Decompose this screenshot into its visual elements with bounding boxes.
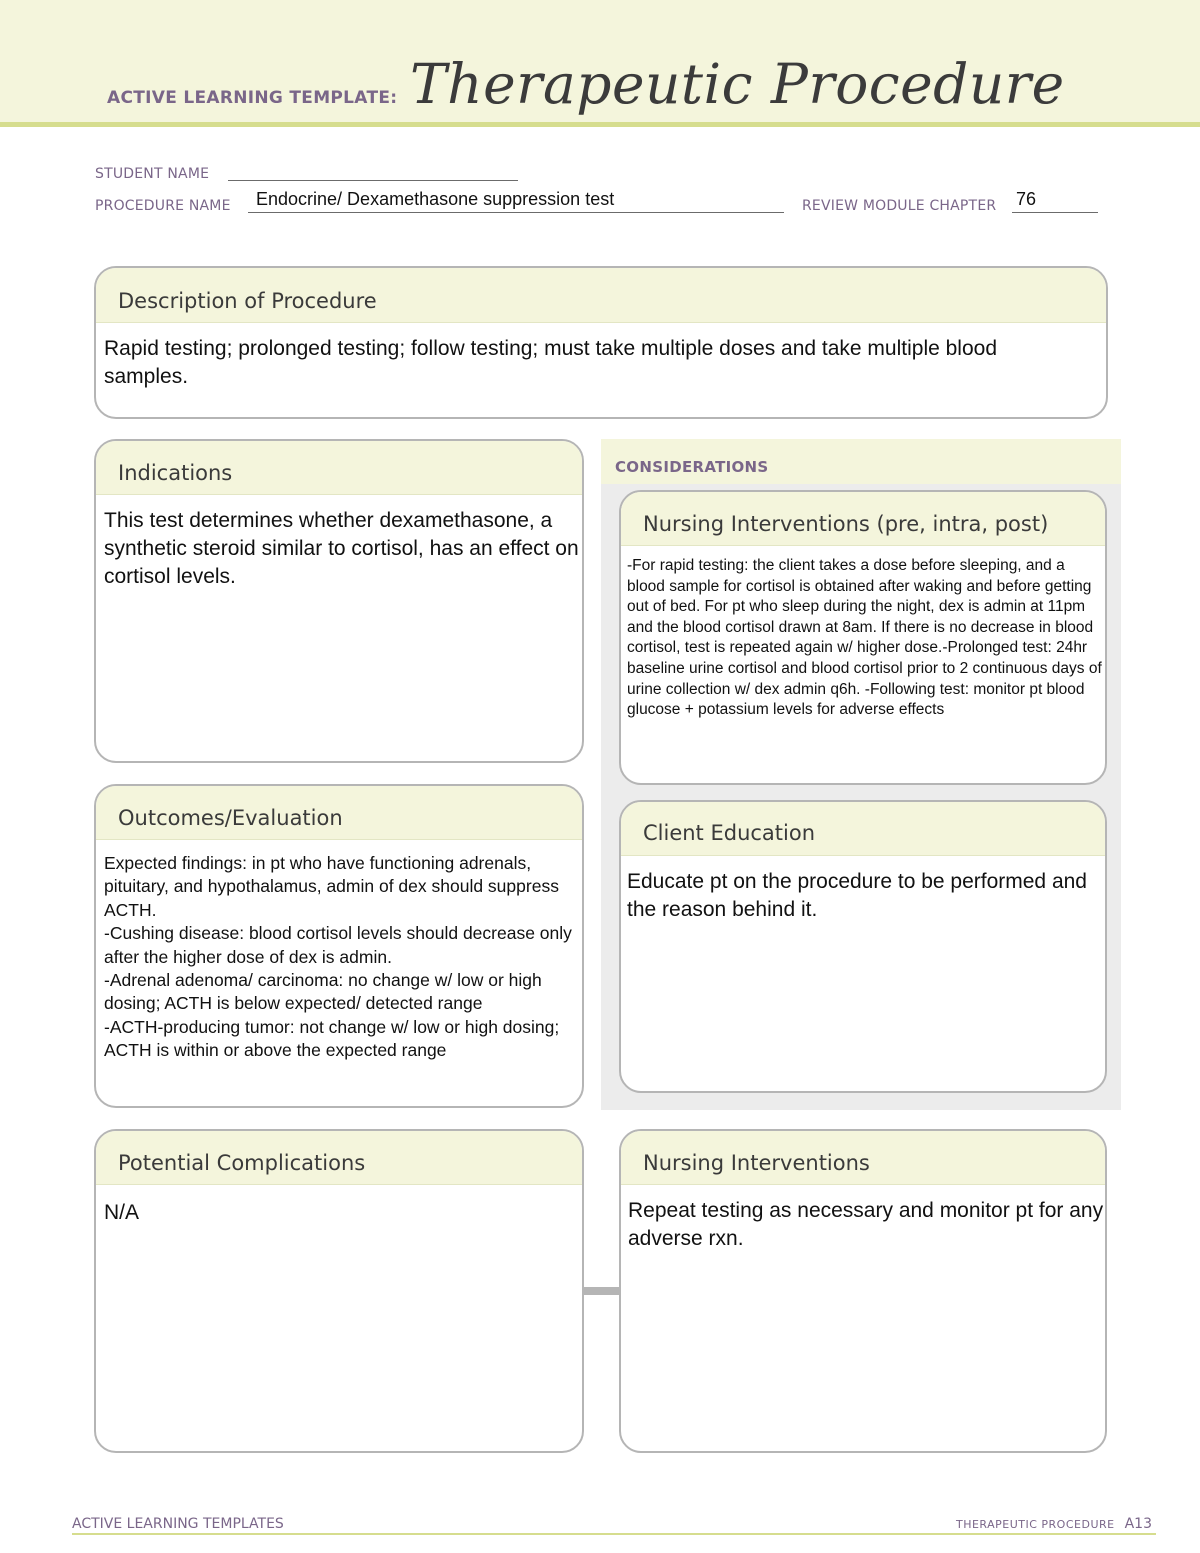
considerations-label: CONSIDERATIONS — [615, 458, 769, 476]
student-name-label: STUDENT NAME — [95, 166, 210, 182]
procedure-name-field[interactable] — [248, 212, 784, 213]
description-body[interactable]: Rapid testing; prolonged testing; follow testing; must take multiple doses and take multiple blood samples. — [104, 337, 998, 388]
complications-body[interactable]: N/A — [104, 1201, 140, 1224]
description-card — [94, 266, 1108, 419]
nursing-interventions-pip-title: Nursing Interventions (pre, intra, post) — [643, 512, 1049, 536]
indications-title: Indications — [118, 461, 233, 485]
indications-card — [94, 439, 584, 763]
review-module-field[interactable] — [1012, 212, 1098, 213]
footer-section-label: THERAPEUTIC PROCEDURE — [955, 1518, 1115, 1531]
client-education-card — [619, 800, 1107, 1093]
outcomes-body[interactable]: Expected findings: in pt who have functioning adrenals, pituitary, and hypothalamus, admin of dex should suppress ACTH. -Cushing disease: blood cortisol levels should decrease only after the higher dose of dex is admin. -Adrenal adenoma/ carcinoma: no change w/ low or high dosing; ACTH is below expected/ detected range -ACTH-producing tumor: not change w/ low or high dosing; ACTH is within or above the expected range — [104, 853, 572, 1061]
page-number: A13 — [1124, 1516, 1152, 1532]
connector-bar — [582, 1287, 622, 1295]
complications-title: Potential Complications — [118, 1151, 366, 1175]
nursing-interventions-pip-card — [619, 490, 1107, 785]
outcomes-card — [94, 784, 584, 1108]
review-module-label: REVIEW MODULE CHAPTER — [802, 198, 997, 214]
complications-card — [94, 1129, 584, 1453]
nursing-interventions-body[interactable]: Repeat testing as necessary and monitor pt for any adverse rxn. — [628, 1199, 1104, 1250]
client-education-body[interactable]: Educate pt on the procedure to be performed and the reason behind it. — [627, 870, 1087, 921]
header-rule — [0, 122, 1200, 127]
indications-body[interactable]: This test determines whether dexamethasone, a synthetic steroid similar to cortisol, has an effect on cortisol levels. — [104, 509, 579, 588]
nursing-interventions-pip-body[interactable]: -For rapid testing: the client takes a dose before sleeping, and a blood sample for cortisol is obtained after waking and before getting out of bed. For pt who sleep during the night, dex is admin at 11pm and the blood cortisol drawn at 8am. If there is no decrease in blood cortisol, test is repeated again w/ higher dose.-Prolonged test: 24hr baseline urine cortisol and blood cortisol prior to 2 continuous days of urine collection w/ dex admin q6h. -Following test: monitor pt blood glucose + potassium levels for adverse effects — [627, 557, 1102, 719]
footer-rule — [72, 1533, 1156, 1535]
student-name-field[interactable] — [228, 180, 518, 181]
page-title: Therapeutic Procedure — [410, 52, 1065, 116]
procedure-name-label: PROCEDURE NAME — [95, 198, 231, 214]
nursing-interventions-card — [619, 1129, 1107, 1453]
footer-right — [956, 1516, 1152, 1532]
footer-left: ACTIVE LEARNING TEMPLATES — [72, 1516, 284, 1532]
review-module-value: 76 — [1016, 189, 1037, 209]
description-title: Description of Procedure — [118, 289, 377, 313]
client-education-title: Client Education — [643, 821, 816, 845]
template-label: ACTIVE LEARNING TEMPLATE: — [107, 88, 398, 108]
outcomes-title: Outcomes/Evaluation — [118, 806, 343, 830]
nursing-interventions-title: Nursing Interventions — [643, 1151, 870, 1175]
procedure-name-value: Endocrine/ Dexamethasone suppression test — [256, 189, 615, 209]
